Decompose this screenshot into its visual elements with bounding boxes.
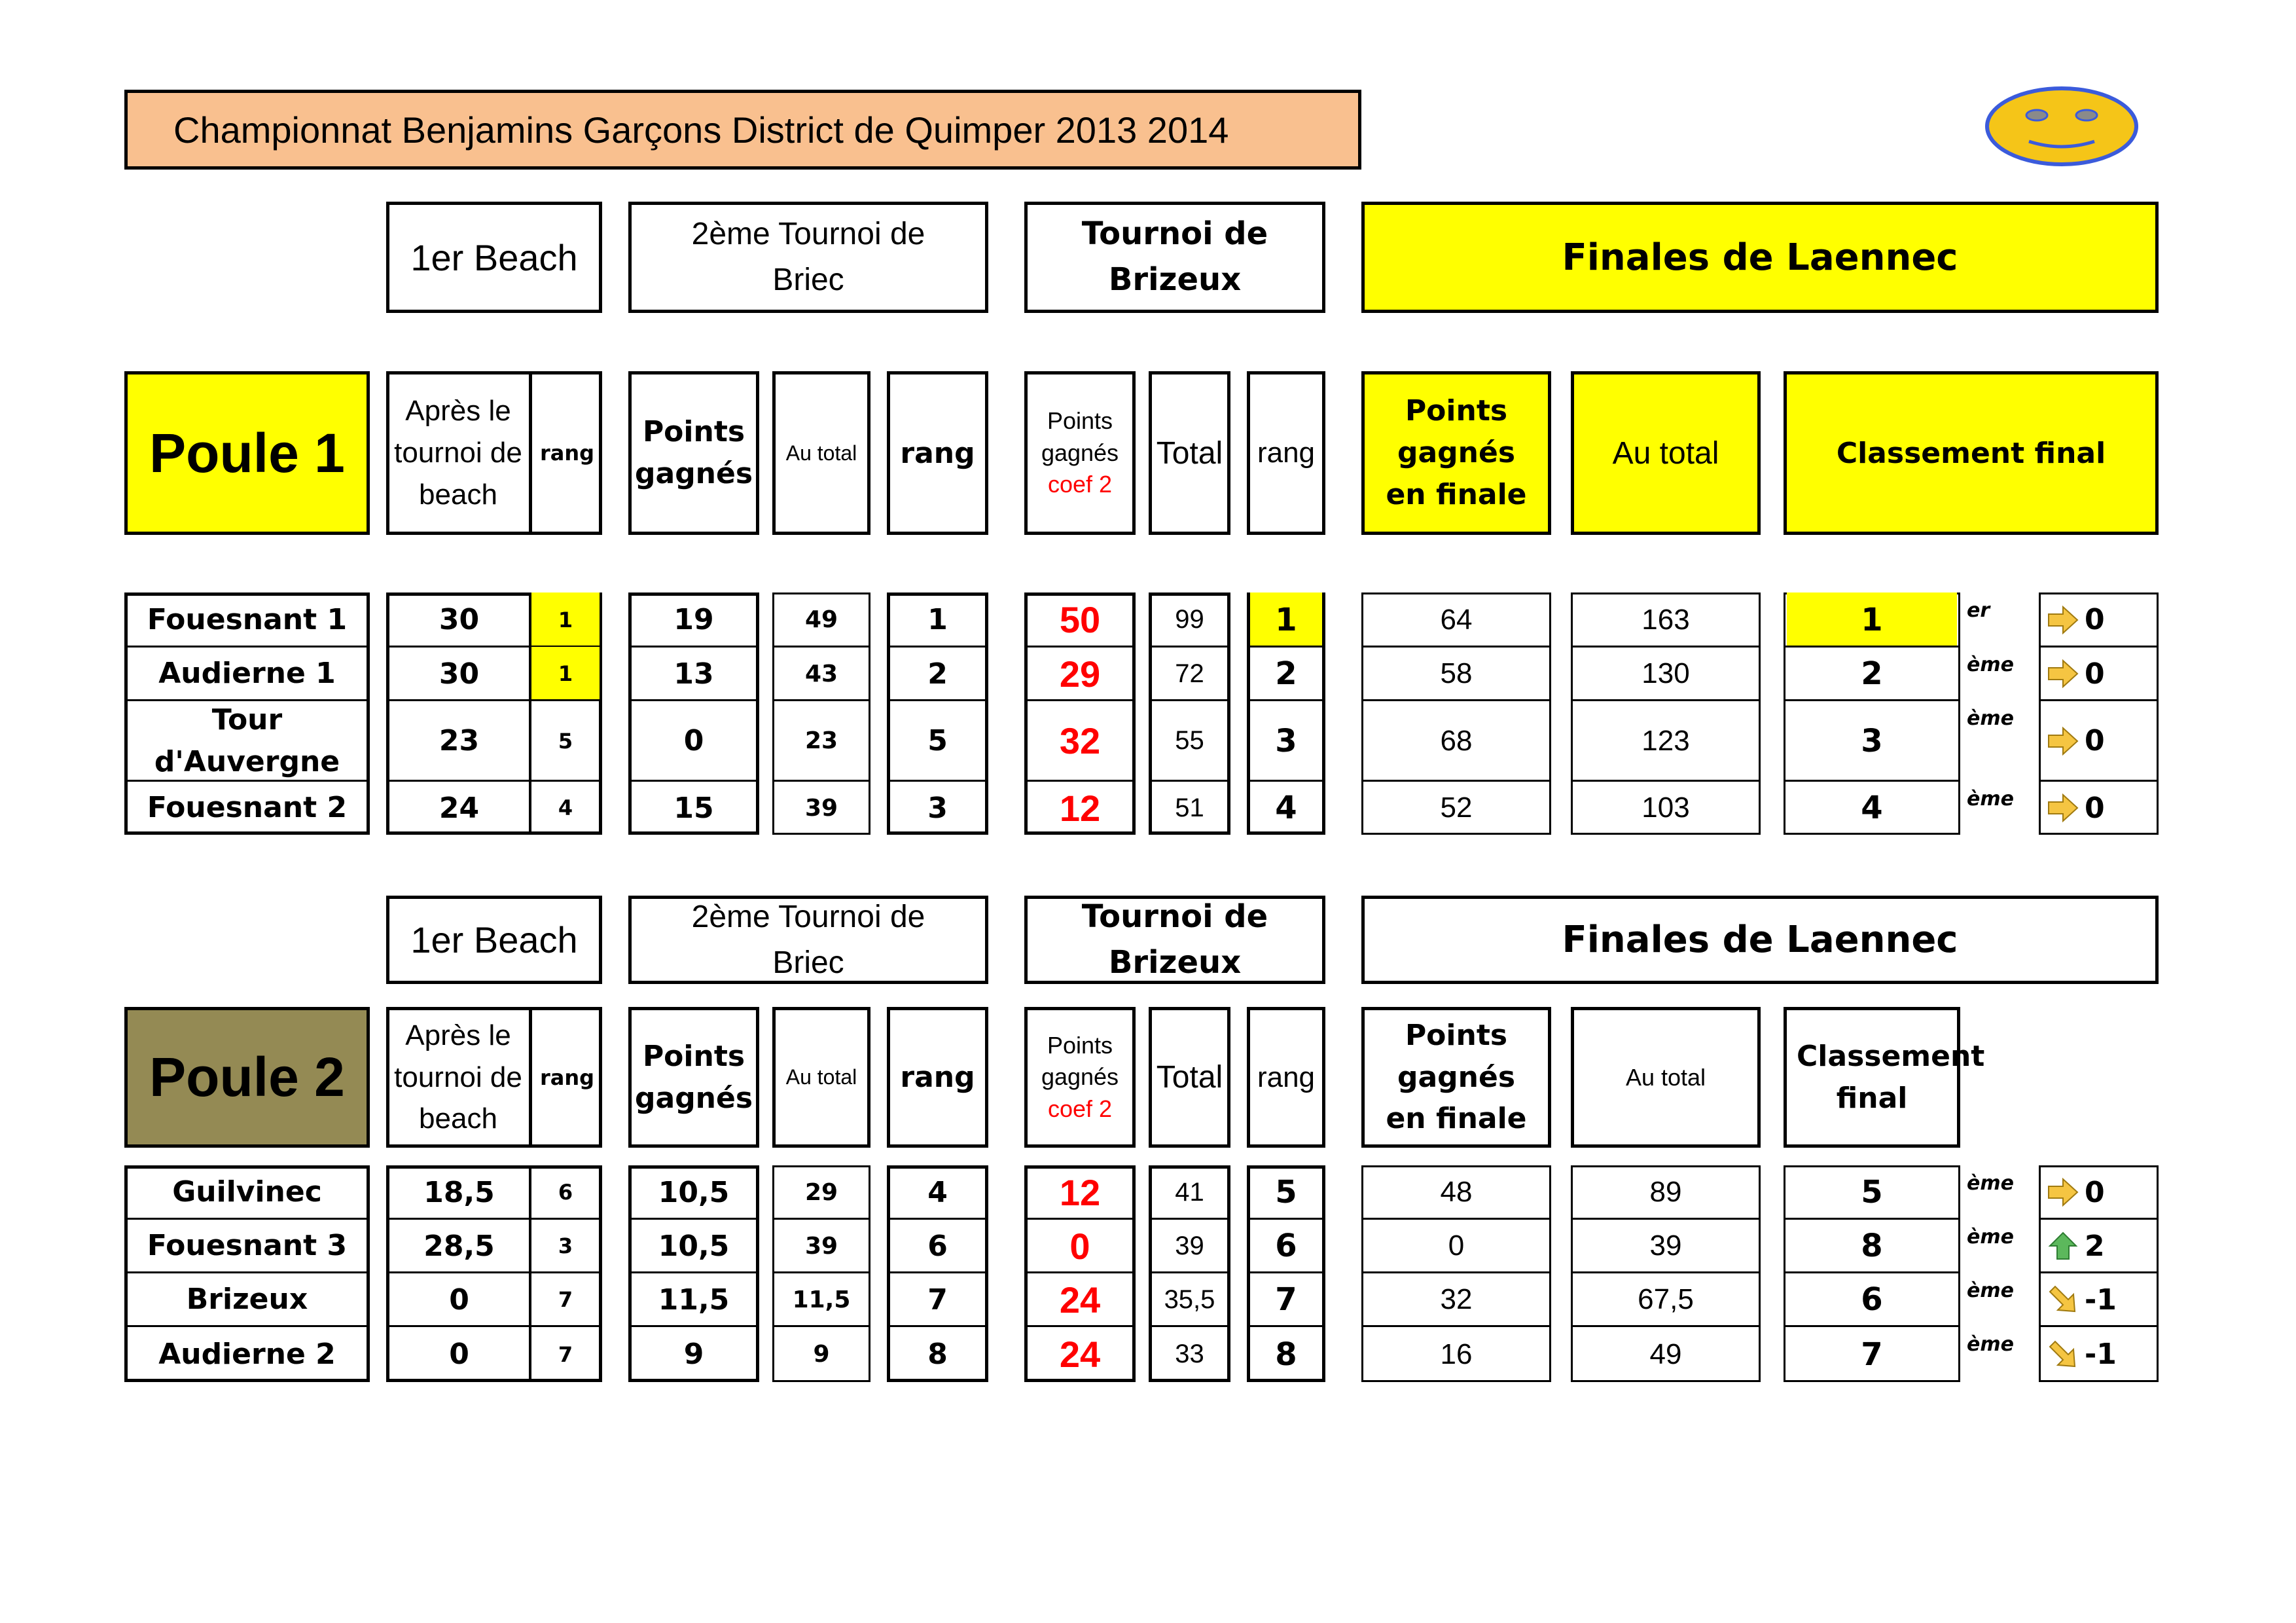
beach-rang: 7 [558,1341,573,1367]
finale-total: 123 [1641,724,1690,757]
briec-total: 9 [813,1341,830,1368]
poule1-briec-pts-header [628,371,759,535]
beach-points: 0 [449,1338,469,1371]
poule-label: Poule 2 [149,1046,345,1108]
brizeux-rang: 2 [1275,655,1297,692]
final-rank: 1 [1787,593,1957,647]
rang-header: rang [900,1061,975,1094]
poule1-label [124,371,370,535]
tournament-briec-label: 2ème Tournoi de Briec [691,217,925,297]
beach-rang: 1 [531,647,600,701]
finale-total: 67,5 [1638,1283,1694,1315]
rang-beach-header: rang [539,1065,595,1090]
smiley-face-icon [1983,84,2140,169]
poule2-brizeux-rang-header [1247,1007,1325,1148]
team-name: Fouesnant 1 [147,602,348,636]
poule1-brizeux-total-header [1149,371,1230,535]
evolution-value: 0 [2085,791,2105,825]
briec-rang: 1 [927,603,948,636]
arrow-right-icon [2047,659,2079,688]
briec-points: 11,5 [658,1283,730,1317]
poule1-briec-header [628,202,988,313]
poule2-beach-header [386,896,602,984]
brizeux-points: 29 [1059,653,1101,695]
total-header: Total [1156,1060,1223,1095]
tournament-beach-label: 1er Beach [410,236,578,278]
brizeux-points: 24 [1059,1334,1101,1375]
evolution-value: 0 [2085,657,2105,691]
brizeux-total: 99 [1175,605,1204,634]
briec-rang: 2 [927,657,948,691]
briec-points: 13 [673,657,714,691]
brizeux-points: 0 [1069,1225,1090,1267]
briec-rang: 4 [927,1175,948,1209]
brizeux-total: 39 [1175,1231,1204,1260]
poule2-briec-header [628,896,988,984]
finale-points: 0 [1448,1230,1465,1262]
brizeux-total: 72 [1175,659,1204,688]
beach-rang: 7 [558,1287,573,1312]
poule1-finale-total-header [1571,371,1761,535]
poule1-laennec-header [1361,202,2159,313]
beach-points: 23 [439,724,480,757]
rang-beach-header: rang [539,441,595,465]
briec-rang: 6 [927,1229,948,1263]
briec-total: 29 [804,1178,838,1206]
tournament-beach-label: 1er Beach [410,919,578,960]
beach-points: 30 [439,603,480,636]
poule2-label [124,1007,370,1148]
beach-points: 18,5 [423,1175,495,1209]
briec-rang: 7 [927,1283,948,1317]
beach-rang: 4 [558,795,573,820]
beach-points: 24 [439,791,480,825]
points-finale-header: Points gagnés en finale [1386,1018,1527,1136]
finale-points: 48 [1440,1176,1473,1208]
poule2-classement-header [1784,1007,1985,1148]
brizeux-rang: 4 [1275,790,1297,826]
brizeux-total: 35,5 [1164,1285,1215,1314]
evolution-value: -1 [2085,1338,2117,1371]
brizeux-points: 32 [1059,720,1101,761]
briec-points: 19 [673,603,714,636]
briec-rang: 8 [927,1338,948,1371]
brizeux-points: 50 [1059,599,1101,640]
au-total-header: Au total [785,1065,857,1089]
poule1-beach-header [386,202,602,313]
rank-suffix: ème [1967,1333,2014,1356]
poule2-finale-total-header [1571,1007,1761,1148]
briec-points: 10,5 [658,1175,730,1209]
rank-suffix: ème [1967,1226,2014,1249]
arrow-right-icon [2047,1178,2079,1207]
brizeux-rang: 8 [1275,1336,1297,1373]
finale-total: 163 [1641,603,1690,636]
tournament-brizeux-label: Tournoi de Brizeux [1081,898,1268,981]
finale-points: 52 [1440,792,1473,824]
briec-points: 10,5 [658,1229,730,1263]
page-title: Championnat Benjamins Garçons District de Quimper 2013 2014 [124,90,1361,170]
tournament-laennec-label: Finales de Laennec [1562,236,1958,279]
final-rank: 5 [1861,1174,1883,1211]
brizeux-total: 41 [1175,1177,1204,1207]
finale-total: 103 [1641,792,1690,824]
team-name: Fouesnant 3 [147,1229,348,1263]
team-name: Brizeux [186,1283,308,1317]
team-name: Audierne 2 [158,1337,336,1371]
briec-total: 23 [804,727,838,754]
poule2-briec-rang-header [887,1007,988,1148]
rank-suffix: ème [1967,653,2014,676]
briec-total: 43 [804,660,838,687]
rang-light-header: rang [1257,1061,1316,1093]
poule2-briec-total-header [772,1007,870,1148]
final-rank: 6 [1861,1281,1883,1318]
finale-points: 64 [1440,603,1473,636]
beach-rang: 3 [558,1233,573,1258]
rang-light-header: rang [1257,437,1316,469]
beach-points: 30 [439,657,480,691]
briec-rang: 3 [927,791,948,825]
briec-total: 11,5 [792,1286,851,1313]
poule1-brizeux-rang-header [1247,371,1325,535]
points-gagnes-header: Points gagnés [635,1039,753,1115]
brizeux-points: 24 [1059,1279,1101,1321]
tournament-brizeux-label: Tournoi de Brizeux [1081,215,1268,298]
briec-points: 15 [673,791,714,825]
arrow-up-icon [2047,1231,2079,1260]
briec-rang: 5 [927,724,948,757]
brizeux-total: 33 [1175,1340,1204,1368]
finale-total: 49 [1649,1338,1682,1370]
finale-points: 58 [1440,657,1473,689]
poule1-briec-total-header [772,371,870,535]
poule1-finale-pts-header [1361,371,1551,535]
evolution-value: -1 [2085,1283,2117,1317]
apres-beach-header: Après le tournoi de beach [394,1019,522,1135]
finale-points: 32 [1440,1283,1473,1315]
poule2-laennec-header [1361,896,2159,984]
finale-points: 16 [1440,1338,1473,1370]
beach-rang: 1 [531,593,600,647]
brizeux-rang: 3 [1275,722,1297,759]
arrow-down-right-icon [2047,1285,2079,1314]
points-gagnes-header: Points gagnés [635,415,753,490]
evolution-value: 2 [2085,1229,2105,1263]
beach-points: 28,5 [423,1229,495,1263]
rank-suffix: ème [1967,1172,2014,1195]
points-finale-header: Points gagnés en finale [1386,394,1527,511]
apres-beach-header: Après le tournoi de beach [394,395,522,511]
rang-header: rang [900,436,975,470]
evolution-value: 0 [2085,603,2105,636]
final-rank: 4 [1861,790,1883,826]
au-total-header: Au total [785,441,857,465]
brizeux-rang: 1 [1250,593,1322,647]
poule2-brizeux-total-header [1149,1007,1230,1148]
brizeux-total: 51 [1175,793,1204,822]
brizeux-rang: 6 [1275,1228,1297,1264]
finale-total: 39 [1649,1230,1682,1262]
tournament-laennec-label: Finales de Laennec [1562,919,1958,961]
rank-suffix: er [1967,599,1990,622]
poule1-classement-header [1784,371,2159,535]
briec-points: 0 [683,724,704,757]
poule1-brizeux-header [1024,202,1325,313]
poule2-brizeux-header [1024,896,1325,984]
poule-label: Poule 1 [149,422,345,484]
poule1-briec-rang-header [887,371,988,535]
classement-header: Classement final [1836,436,2106,470]
evolution-value: 0 [2085,724,2105,757]
briec-total: 39 [804,1232,838,1260]
poule1-brizeux-pts-header [1024,371,1136,535]
points-gagnes-small-header: Points gagnés [1041,407,1119,466]
coef-label: coef 2 [1047,471,1113,498]
final-rank: 8 [1861,1228,1883,1264]
points-gagnes-small-header: Points gagnés [1041,1031,1119,1091]
arrow-right-icon [2047,606,2079,634]
poule2-briec-pts-header [628,1007,759,1148]
final-rank: 2 [1861,655,1883,692]
finale-total: 89 [1649,1176,1682,1208]
total-header: Total [1156,435,1223,471]
arrow-right-icon [2047,793,2079,822]
team-name: Fouesnant 2 [147,791,348,825]
classement-header: Classement final [1797,1039,1985,1115]
team-name: Tour d'Auvergne [154,702,340,778]
beach-points: 0 [449,1283,469,1317]
final-rank: 7 [1861,1336,1883,1373]
brizeux-total: 55 [1175,726,1204,755]
beach-rang: 5 [558,728,573,754]
brizeux-rang: 5 [1275,1174,1297,1211]
brizeux-points: 12 [1059,787,1101,829]
briec-total: 39 [804,794,838,822]
au-total-finale-header: Au total [1612,435,1719,471]
finale-points: 68 [1440,724,1473,757]
team-name: Audierne 1 [158,657,336,691]
finale-total: 130 [1641,657,1690,689]
poule2-brizeux-pts-header [1024,1007,1136,1148]
rank-suffix: ème [1967,788,2014,811]
arrow-right-icon [2047,727,2079,756]
arrow-down-right-icon [2047,1340,2079,1369]
au-total-finale-header: Au total [1625,1063,1706,1091]
coef-label: coef 2 [1047,1095,1113,1122]
team-name: Guilvinec [172,1175,322,1209]
evolution-value: 0 [2085,1175,2105,1209]
rank-suffix: ème [1967,707,2014,730]
brizeux-rang: 7 [1275,1281,1297,1318]
tournament-briec-label: 2ème Tournoi de Briec [691,899,925,980]
beach-rang: 6 [558,1180,573,1205]
poule2-finale-pts-header [1361,1007,1551,1148]
final-rank: 3 [1861,722,1883,759]
briec-points: 9 [683,1338,704,1371]
rank-suffix: ème [1967,1279,2014,1302]
briec-total: 49 [804,606,838,633]
brizeux-points: 12 [1059,1171,1101,1213]
